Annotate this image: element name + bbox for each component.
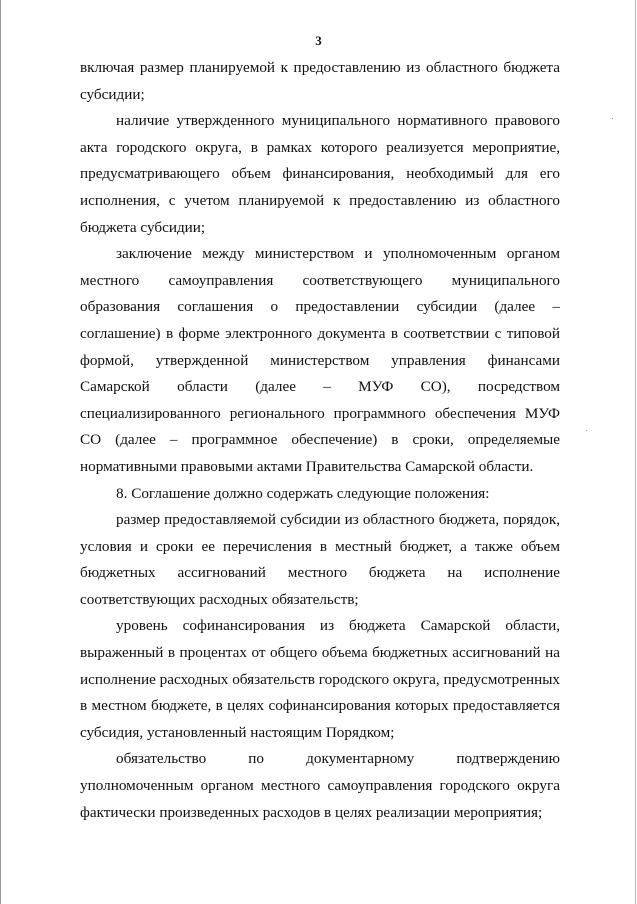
page-number: 3 (315, 33, 322, 48)
document-body (80, 55, 560, 826)
scan-speck (612, 118, 613, 119)
paragraph-section-8: 8. Соглашение должно содержать следующие положения: (116, 484, 490, 502)
paragraph-cofinancing-level: уровень софинансирования из бюджета Самарской области, выраженный в процентах от общего объема бюджетных ассигнований на исполнение расходных обязательств городского округа, предусмотренных в местном бюджете, в целях софинансирования которых предоставляется субсидия, установленный настоящим Порядком; (80, 617, 560, 741)
paragraph-subsidy-amount: размер предоставляемой субсидии из областного бюджета, порядок, условия и сроки ее перечисления в местный бюджет, а также объем бюджетных ассигнований местного бюджета на исполнение соответствующих расходных обязательств; (80, 511, 560, 608)
paragraph-continuation: включая размер планируемой к предоставлению из областного бюджета субсидии; (80, 59, 560, 103)
paragraph-agreement-conclusion: заключение между министерством и уполномоченным органом местного самоуправления соответствующего муниципального образования соглашения о предоставлении субсидии (далее – соглашение) в форме электронного документа в соответствии с типовой формой, утвержденной министерством управления финансами Самарской области (далее – МУФ СО), посредством специализированного регионального программного обеспечения МУФ СО (далее – программное обеспечение) в сроки, определяемые нормативными правовыми актами Правительства Самарской области. (80, 245, 560, 475)
paragraph-municipal-act: наличие утвержденного муниципального нормативного правового акта городского округа, в рамках которого реализуется мероприятие, предусматривающего объем финансирования, необходимый для его исполнения, с учетом планируемой к предоставлению из областного бюджета субсидии; (80, 112, 560, 236)
scan-edge-left (0, 0, 1, 904)
scan-speck (586, 430, 587, 431)
scan-edge-right (635, 0, 636, 904)
paragraph-documentary-obligation: обязательство по документарному подтверждению уполномоченным органом местного самоуправления городского округа фактически произведенных расходов в целях реализации мероприятия; (80, 750, 560, 821)
